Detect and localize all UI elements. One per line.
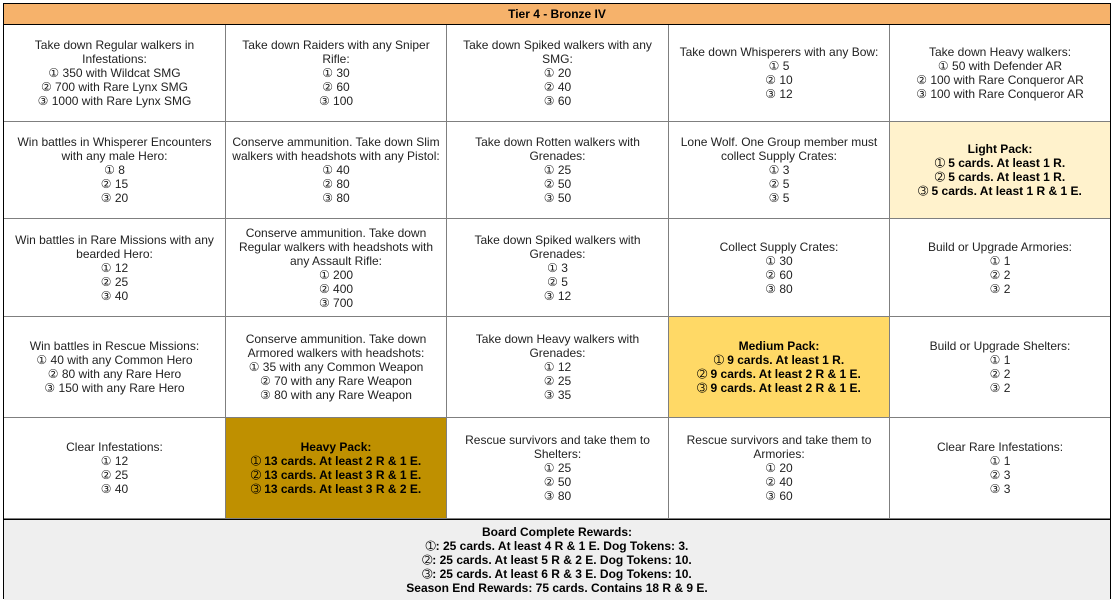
tier-3-requirement: ③ 35 (543, 388, 572, 402)
tier-1-requirement: ① 350 with Wildcat SMG (48, 66, 181, 80)
tier-3-requirement: ③ 80 (322, 191, 350, 205)
tier-3-requirement: ③ 1000 with Rare Lynx SMG (37, 94, 192, 108)
tier-2-requirement: ② 50 (543, 177, 572, 191)
challenge-description: Win battles in Rescue Missions: (29, 339, 200, 353)
tier-1-requirement: ① 25 (543, 163, 572, 177)
pack-title: Medium Pack: (738, 339, 820, 353)
tier-2-requirement: ② 2 (989, 267, 1011, 282)
tier-2-requirement: ② 700 with Rare Lynx SMG (40, 80, 189, 94)
tier-1-requirement: ① 200 (318, 267, 354, 282)
challenge-grid (4, 25, 1110, 519)
tier-3-requirement: ③ 100 with Rare Conqueror AR (916, 87, 1084, 101)
tier-2-requirement: ② 70 with any Rare Weapon (260, 374, 412, 388)
tier-1-requirement: ① 20 (765, 461, 793, 475)
challenge-cell-17 (226, 317, 447, 418)
challenge-cell-24 (669, 418, 890, 519)
tier-2-requirement: ② 3 (989, 468, 1011, 482)
challenge-cell-9 (669, 122, 890, 219)
tier-3-requirement: ➂ 5 cards. At least 1 R & 1 E. (918, 184, 1082, 198)
tier-2-requirement: ② 5 (768, 177, 790, 191)
challenge-cell-2 (226, 25, 447, 122)
tier-2-requirement: ② 25 (100, 468, 129, 482)
tier-2-requirement: ② 60 (765, 267, 793, 282)
tier-3-requirement: ③ 3 (989, 482, 1011, 496)
tier-1-requirement: ➀ 5 cards. At least 1 R. (934, 156, 1066, 170)
tier-1-requirement: ① 40 (322, 163, 350, 177)
challenge-description: Take down Regular walkers in Infestations: (34, 38, 195, 66)
tier-2-requirement: ② 15 (100, 177, 129, 191)
challenge-description: Build or Upgrade Shelters: (929, 339, 1071, 353)
tier-2-requirement: ② 100 with Rare Conqueror AR (916, 73, 1084, 87)
tier-1-requirement: ① 1 (989, 253, 1011, 268)
tier-2-requirement: ② 50 (543, 475, 572, 489)
board-complete-rewards (4, 519, 1110, 600)
challenge-description: Conserve ammunition. Take down Slim walkers with headshots with any Pistol: (232, 135, 440, 163)
tier-3-requirement: ③ 80 (543, 489, 572, 503)
tier-3-requirement: ③ 60 (765, 489, 793, 503)
tier-3-requirement: ③ 100 (318, 94, 354, 108)
challenge-cell-12 (226, 219, 447, 317)
pack-cell-heavy (226, 418, 447, 519)
season-end-rewards: Season End Rewards: 75 cards. Contains 18 R & 9 E. (406, 581, 708, 595)
challenge-cell-14 (669, 219, 890, 317)
tier-title: Tier 4 - Bronze IV (4, 4, 1110, 25)
tier-3-requirement: ③ 150 with any Rare Hero (44, 381, 185, 395)
tier-3-requirement: ③ 20 (100, 191, 129, 205)
tier-1-requirement: ① 12 (100, 260, 129, 275)
challenge-cell-18 (447, 317, 669, 418)
challenge-cell-25 (890, 418, 1110, 519)
tier-1-requirement: ① 20 (543, 66, 572, 80)
tier-1-requirement: ① 12 (543, 360, 572, 374)
challenge-description: Take down Spiked walkers with Grenades: (474, 232, 641, 261)
challenge-cell-21 (4, 418, 226, 519)
tier-2-requirement: ② 400 (318, 281, 354, 296)
tier-3-requirement: ③ 60 (543, 94, 572, 108)
tier-1-requirement: ① 8 (104, 163, 125, 177)
challenge-cell-23 (447, 418, 669, 519)
challenge-cell-20 (890, 317, 1110, 418)
challenge-description: Take down Whisperers with any Bow: (679, 45, 879, 59)
challenge-cell-6 (4, 122, 226, 219)
tier-2-requirement: ② 60 (322, 80, 350, 94)
pack-cell-medium (669, 317, 890, 418)
tier-2-requirement: ② 10 (765, 73, 793, 87)
tier-3-requirement: ③ 40 (100, 482, 129, 496)
tier-2-requirement: ➁ 5 cards. At least 1 R. (934, 170, 1066, 184)
tier-3-requirement: ③ 12 (543, 288, 572, 303)
challenge-description: Conserve ammunition. Take down Regular walkers with headshots with any Assault Rifle: (238, 225, 434, 268)
challenge-cell-16 (4, 317, 226, 418)
challenge-cell-11 (4, 219, 226, 317)
challenge-description: Conserve ammunition. Take down Armored walkers with headshots: (245, 332, 427, 360)
challenge-description: Take down Heavy walkers with Grenades: (475, 332, 640, 360)
footer-reward-3: ➂: 25 cards. At least 6 R & 3 E. Dog Tokens: 10. (422, 567, 692, 581)
tier-3-requirement: ➂ 9 cards. At least 2 R & 1 E. (697, 381, 861, 395)
tier-2-requirement: ➁ 9 cards. At least 2 R & 1 E. (697, 367, 861, 381)
pack-title: Heavy Pack: (300, 440, 372, 454)
tier-1-requirement: ① 50 with Defender AR (937, 59, 1063, 73)
pack-title: Light Pack: (967, 142, 1033, 156)
challenge-description: Win battles in Whisperer Encounters with any male Hero: (17, 135, 212, 163)
pack-cell-light (890, 122, 1110, 219)
tier-2-requirement: ② 80 with any Rare Hero (47, 367, 182, 381)
challenge-description: Win battles in Rare Missions with any bearded Hero: (15, 232, 214, 261)
tier-3-requirement: ③ 5 (768, 191, 790, 205)
challenge-cell-3 (447, 25, 669, 122)
tier-2-requirement: ② 40 (543, 80, 572, 94)
tier-3-requirement: ③ 2 (989, 381, 1011, 395)
tier-3-requirement: ③ 80 with any Rare Weapon (260, 388, 412, 402)
tier-1-requirement: ① 3 (768, 163, 790, 177)
footer-heading: Board Complete Rewards: (481, 525, 633, 539)
tier-1-requirement: ① 5 (768, 59, 790, 73)
reward-board (3, 3, 1111, 599)
tier-3-requirement: ③ 50 (543, 191, 572, 205)
challenge-description: Clear Rare Infestations: (936, 440, 1064, 454)
tier-3-requirement: ③ 40 (100, 288, 129, 303)
tier-1-requirement: ① 12 (100, 454, 129, 468)
challenge-cell-7 (226, 122, 447, 219)
tier-2-requirement: ② 25 (100, 274, 129, 289)
tier-1-requirement: ➀ 13 cards. At least 2 R & 1 E. (250, 454, 422, 468)
challenge-cell-4 (669, 25, 890, 122)
challenge-description: Rescue survivors and take them to Armories: (686, 433, 872, 461)
challenge-description: Take down Rotten walkers with Grenades: (475, 135, 640, 163)
tier-2-requirement: ② 2 (989, 367, 1011, 381)
challenge-description: Take down Spiked walkers with any SMG: (463, 38, 652, 66)
tier-1-requirement: ① 1 (989, 454, 1011, 468)
tier-2-requirement: ② 40 (765, 475, 793, 489)
tier-1-requirement: ① 30 (765, 253, 793, 268)
tier-3-requirement: ③ 12 (765, 87, 793, 101)
tier-1-requirement: ① 30 (322, 66, 350, 80)
challenge-cell-15 (890, 219, 1110, 317)
tier-3-requirement: ③ 700 (318, 295, 354, 310)
tier-1-requirement: ① 1 (989, 353, 1011, 367)
challenge-description: Build or Upgrade Armories: (927, 239, 1073, 254)
challenge-cell-1 (4, 25, 226, 122)
tier-1-requirement: ① 3 (547, 260, 568, 275)
challenge-description: Clear Infestations: (66, 440, 163, 454)
challenge-description: Collect Supply Crates: (719, 239, 839, 254)
challenge-description: Lone Wolf. One Group member must collect Supply Crates: (680, 135, 878, 163)
footer-reward-1: ➀: 25 cards. At least 4 R & 1 E. Dog Tokens: 3. (425, 539, 689, 553)
tier-1-requirement: ① 40 with any Common Hero (36, 353, 193, 367)
footer-reward-2: ➁: 25 cards. At least 5 R & 2 E. Dog Tokens: 10. (422, 553, 692, 567)
challenge-cell-5 (890, 25, 1110, 122)
challenge-description: Take down Raiders with any Sniper Rifle: (242, 38, 430, 66)
tier-2-requirement: ② 25 (543, 374, 572, 388)
challenge-description: Rescue survivors and take them to Shelters: (465, 433, 650, 461)
tier-3-requirement: ➂ 13 cards. At least 3 R & 2 E. (250, 482, 422, 496)
tier-2-requirement: ② 5 (547, 274, 568, 289)
tier-2-requirement: ➁ 13 cards. At least 3 R & 1 E. (250, 468, 422, 482)
tier-3-requirement: ③ 80 (765, 281, 793, 296)
tier-2-requirement: ② 80 (322, 177, 350, 191)
challenge-cell-13 (447, 219, 669, 317)
tier-3-requirement: ③ 2 (989, 281, 1011, 296)
tier-1-requirement: ① 25 (543, 461, 572, 475)
challenge-description: Take down Heavy walkers: (928, 45, 1072, 59)
tier-1-requirement: ➀ 9 cards. At least 1 R. (713, 353, 845, 367)
challenge-cell-8 (447, 122, 669, 219)
tier-1-requirement: ① 35 with any Common Weapon (248, 360, 424, 374)
